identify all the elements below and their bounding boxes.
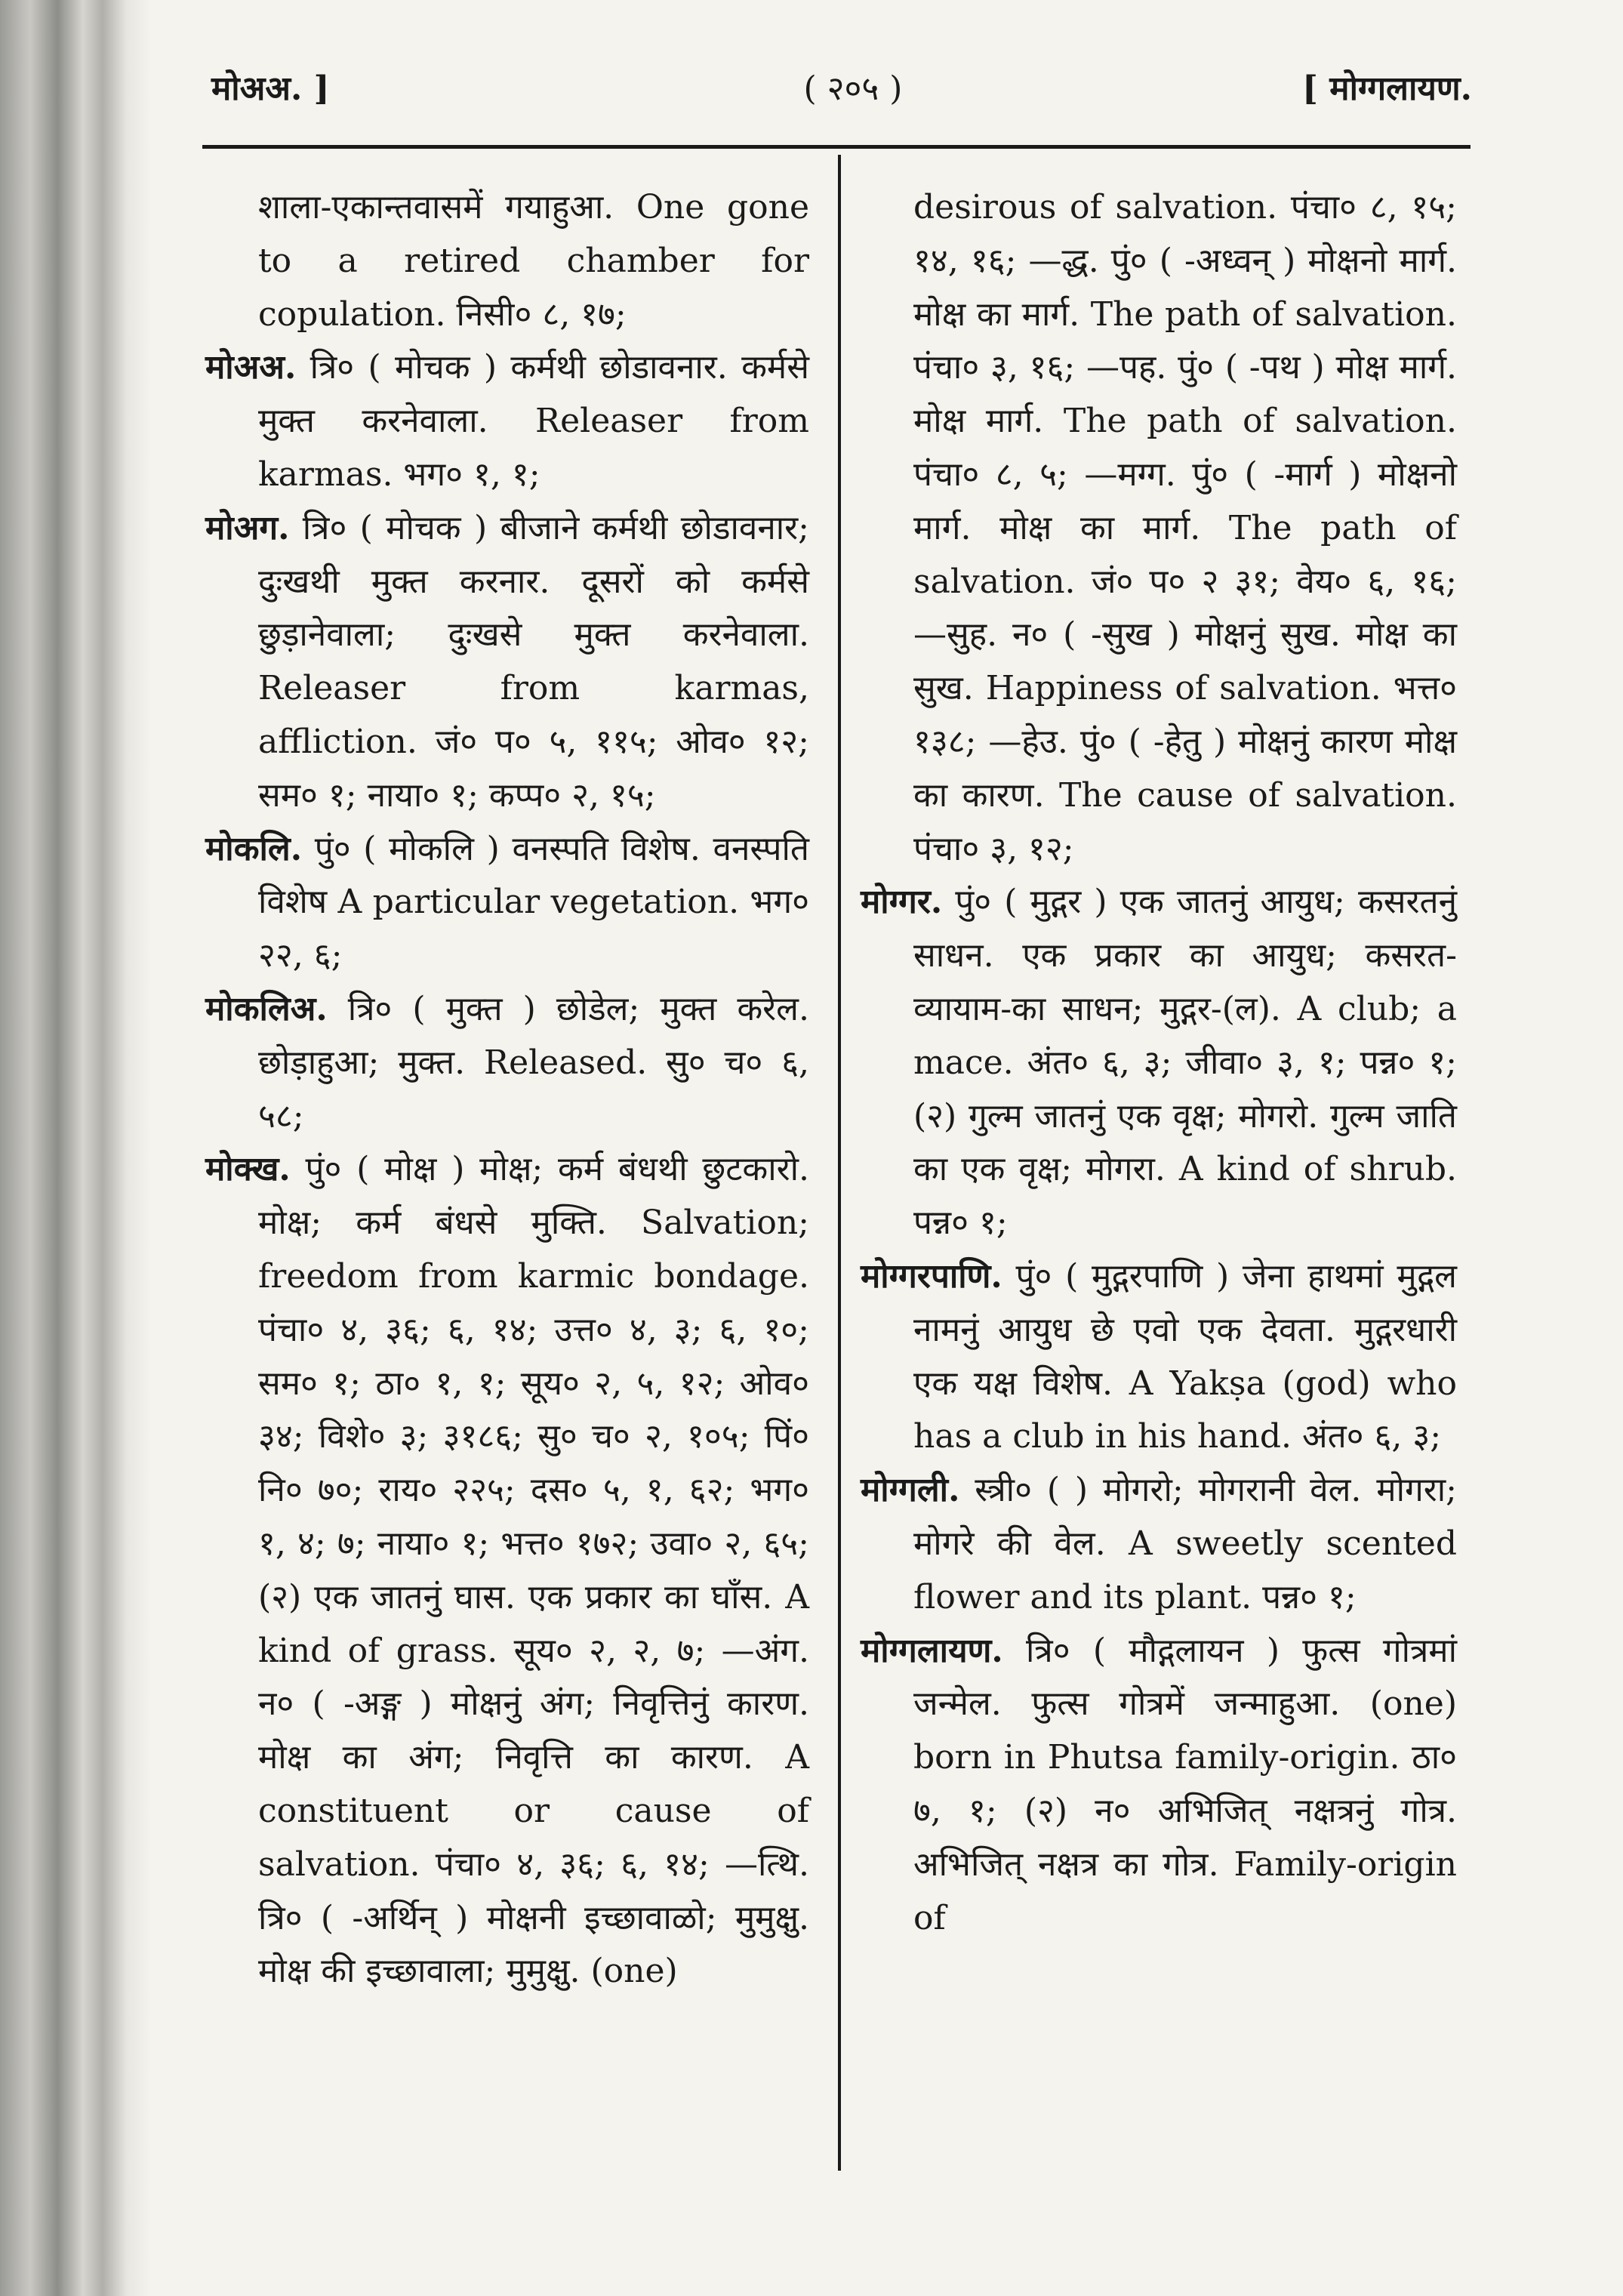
page-header <box>204 57 1480 125</box>
dictionary-entry <box>205 181 809 341</box>
entry-headword: मोक्ख. <box>205 1150 291 1189</box>
entry-body: पुं० ( मुद्गर ) एक जातनुं आयुध; कसरतनुं साधन. एक प्रकार का आयुध; कसरत-व्यायाम-का साधन; मुद्गर-(ल). A club; a mace. अंत० ६, ३; जीवा० ३, १; पन्न० १; (२) गुल्म जातनुं एक वृक्ष; मोगरो. गुल्म जाति का एक वृक्ष; मोगरा. A kind of shrub. पन्न० १; <box>913 883 1457 1243</box>
dictionary-entry <box>861 1464 1457 1624</box>
entry-headword: मोग्गली. <box>861 1471 960 1510</box>
entry-body: पुं० ( मुद्गरपाणि ) जेना हाथमां मुद्गल नामनुं आयुध छे एवो एक देवता. मुद्गरधारी एक यक्ष विशेष. A Yakṣa (god) who has a club in his hand. अंत० ६, ३; <box>913 1256 1457 1456</box>
entry-body: त्रि० ( मुक्त ) छोडेल; मुक्त करेल. छोड़ाहुआ; मुक्त. Released. सु० च० ६, ५८; <box>258 989 809 1136</box>
entry-body: त्रि० ( मोचक ) कर्मथी छोडावनार. कर्मसे मुक्त करनेवाला. Releaser from karmas. भग० १, १; <box>258 348 809 494</box>
entry-headword: मोअअ. <box>205 348 297 387</box>
dictionary-entry <box>205 1143 809 1999</box>
dictionary-entry <box>861 1625 1457 1946</box>
header-rule <box>202 145 1471 149</box>
page-number: ( २०५ ) <box>803 69 903 108</box>
entry-headword: मोकलिअ. <box>205 989 328 1028</box>
dictionary-entry <box>205 983 809 1143</box>
entry-body: स्त्री० ( ) मोगरो; मोगरानी वेल. मोगरा; मोगरे की वेल. A sweetly scented flower and its plant. पन्न० १; <box>913 1471 1457 1616</box>
entry-headword: मोअग. <box>205 508 290 547</box>
dictionary-entry <box>205 341 809 501</box>
entry-body: शाला-एकान्तवासमें गयाहुआ. One gone to a retired chamber for copulation. निसी० ८, १७; <box>258 188 809 334</box>
right-column <box>861 181 1457 1945</box>
entry-headword: मोग्गर. <box>861 883 943 922</box>
dictionary-entry <box>861 1250 1457 1464</box>
entry-headword: मोकलि. <box>205 829 303 868</box>
entry-body: पुं० ( मोकलि ) वनस्पति विशेष. वनस्पति विशेष A particular vegetation. भग० २२, ६; <box>258 829 809 975</box>
book-binding-shadow <box>0 0 151 2296</box>
entry-headword: मोग्गलायण. <box>861 1631 1003 1670</box>
entry-body: desirous of salvation. पंचा० ८, १५; १४, १६; —द्ध. पुं० ( -अध्वन् ) मोक्षनो मार्ग. मोक्ष का मार्ग. The path of salvation. पंचा० ३, १६; —पह. पुं० ( -पथ ) मोक्ष मार्ग. मोक्ष मार्ग. The path of salvation. पंचा० ८, ५; —मग्ग. पुं० ( -मार्ग ) मोक्षनो मार्ग. मोक्ष का मार्ग. The path of salvation. जं० प० २ ३१; वेय० ६, १६; —सुह. न० ( -सुख ) मोक्षनुं सुख. मोक्ष का सुख. Happiness of salvation. भत्त० १३८; —हेउ. पुं० ( -हेतु ) मोक्षनुं कारण मोक्ष का कारण. The cause of salvation. पंचा० ३, १२; <box>913 188 1457 868</box>
dictionary-entry <box>861 876 1457 1250</box>
left-column <box>205 181 809 1999</box>
header-left-guide-word: मोअअ. ] <box>211 69 330 108</box>
entry-body: त्रि० ( मोचक ) बीजाने कर्मथी छोडावनार; दुःखथी मुक्त करनार. दूसरों को कर्मसे छुड़ानेवाला; दुःखसे मुक्त करनेवाला. Releaser from karmas, affliction. जं० प० ५, ११५; ओव० १२; सम० १; नाया० १; कप्प० २, १५; <box>258 508 809 815</box>
dictionary-entry <box>861 181 1457 876</box>
entry-headword: मोग्गरपाणि. <box>861 1256 1002 1296</box>
entry-body: पुं० ( मोक्ष ) मोक्ष; कर्म बंधथी छुटकारो. मोक्ष; कर्म बंधसे मुक्ति. Salvation; freedom from karmic bondage. पंचा० ४, ३६; ६, १४; उत्त० ४, ३; ६, १०; सम० १; ठा० १, १; सूय० २, ५, १२; ओव० ३४; विशे० ३; ३१८६; सु० च० २, १०५; पिं० नि० ७०; राय० २२५; दस० ५, १, ६२; भग० १, ४; ७; नाया० १; भत्त० १७२; उवा० २, ६५; (२) एक जातनुं घास. एक प्रकार का घाँस. A kind of grass. सूय० २, २, ७; —अंग. न० ( -अङ्ग ) मोक्षनुं अंग; निवृत्तिनुं कारण. मोक्ष का अंग; निवृत्ति का कारण. A constituent or cause of salvation. पंचा० ४, ३६; ६, १४; —त्थि. त्रि० ( -अर्थिन् ) मोक्षनी इच्छावाळो; मुमुक्षु. मोक्ष की इच्छावाला; मुमुक्षु. (one) <box>258 1150 809 1991</box>
dictionary-entry <box>205 502 809 823</box>
column-divider <box>838 155 841 2171</box>
header-right-guide-word: [ मोग्गलायण. <box>1302 69 1472 108</box>
entry-body: त्रि० ( मौद्गलायन ) फुत्स गोत्रमां जन्मेल. फुत्स गोत्रमें जन्माहुआ. (one) born in Phutsa family-origin. ठा० ७, १; (२) न० अभिजित् नक्षत्रनुं गोत्र. अभिजित् नक्षत्र का गोत्र. Family-origin of <box>913 1631 1457 1937</box>
dictionary-entry <box>205 823 809 983</box>
